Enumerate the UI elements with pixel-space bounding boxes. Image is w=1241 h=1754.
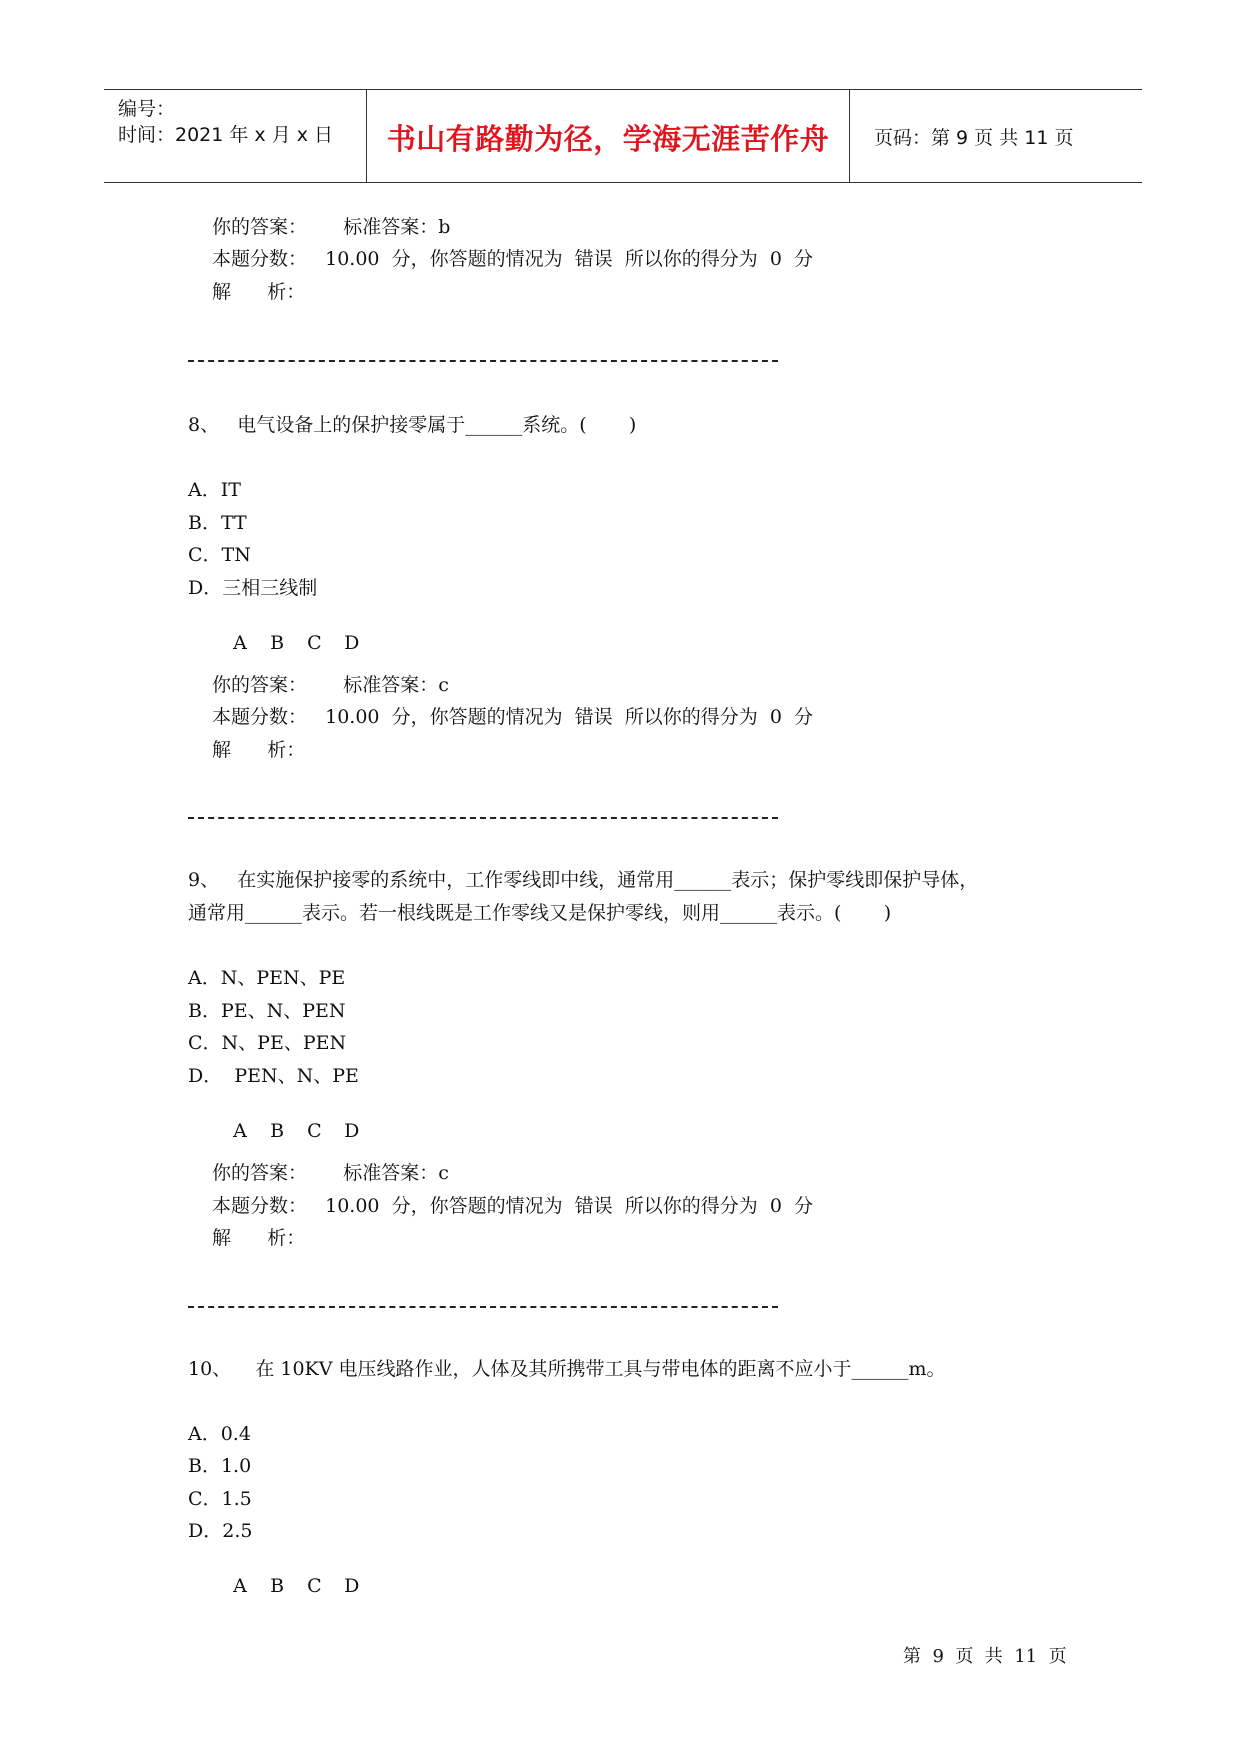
header-page-cell	[850, 90, 1142, 182]
q7-score-line: 本题分数： 10.00 分，你答题的情况为 错误 所以你的得分为 0 分	[212, 248, 813, 270]
q10-choice-d[interactable]: D	[344, 1575, 360, 1597]
q9-option-c: C．N、PE、PEN	[188, 1032, 347, 1054]
q10-option-c: C．1.5	[188, 1488, 252, 1510]
q10-choice-row	[221, 1553, 381, 1597]
q10-option-d: D．2.5	[188, 1520, 253, 1542]
q8-choice-d[interactable]: D	[344, 632, 360, 654]
q8-option-b: B．TT	[188, 512, 247, 534]
q9-choice-c[interactable]: C	[307, 1120, 322, 1142]
q10-choice-c[interactable]: C	[307, 1575, 322, 1597]
question-separator	[188, 817, 778, 819]
header-motto: 书山有路勤为径，学海无涯苦作舟	[386, 122, 830, 156]
q8-analysis-line: 解 析：	[212, 739, 306, 761]
header-motto-cell	[367, 90, 850, 182]
q9-option-b: B．PE、N、PEN	[188, 1000, 346, 1022]
q8-choice-c[interactable]: C	[307, 632, 322, 654]
document-number-label: 编号：	[118, 98, 176, 120]
q8-choice-b[interactable]: B	[270, 632, 285, 654]
q9-stem-line2: 通常用______表示。若一根线既是工作零线又是保护零线，则用______表示。( )	[188, 902, 892, 924]
q9-choice-a[interactable]: A	[233, 1120, 247, 1142]
q10-option-b: B．1.0	[188, 1455, 252, 1477]
q7-analysis-line: 解 析：	[212, 281, 306, 303]
q9-answer-line: 你的答案： 标准答案：c	[212, 1162, 449, 1184]
question-separator	[188, 360, 778, 362]
q9-analysis-line: 解 析：	[212, 1227, 306, 1249]
question-separator	[188, 1306, 778, 1308]
q8-option-d: D．三相三线制	[188, 577, 318, 599]
q9-option-a: A．N、PEN、PE	[188, 967, 346, 989]
q9-choice-d[interactable]: D	[344, 1120, 360, 1142]
page-header	[104, 89, 1142, 183]
q9-choice-row	[221, 1098, 381, 1142]
q8-option-a: A．IT	[188, 479, 241, 501]
q9-score-line: 本题分数： 10.00 分，你答题的情况为 错误 所以你的得分为 0 分	[212, 1195, 813, 1217]
q9-choice-b[interactable]: B	[270, 1120, 285, 1142]
q10-option-a: A．0.4	[188, 1423, 251, 1445]
q8-score-line: 本题分数： 10.00 分，你答题的情况为 错误 所以你的得分为 0 分	[212, 706, 813, 728]
q8-choice-a[interactable]: A	[233, 632, 247, 654]
q8-stem: 8、 电气设备上的保护接零属于______系统。( )	[188, 414, 637, 436]
document-time-label: 时间：2021 年 x 月 x 日	[118, 124, 334, 146]
header-page-label: 页码：第 9 页 共 11 页	[874, 127, 1074, 149]
q7-answer-line: 你的答案： 标准答案：b	[212, 216, 451, 238]
header-info-cell	[104, 90, 367, 182]
q10-choice-a[interactable]: A	[233, 1575, 247, 1597]
q9-option-d: D． PEN、N、PE	[188, 1065, 359, 1087]
q8-choice-row	[221, 610, 381, 654]
q9-stem-line1: 9、 在实施保护接零的系统中，工作零线即中线，通常用______表示；保护零线即保护导体，	[188, 869, 979, 891]
q8-answer-line: 你的答案： 标准答案：c	[212, 674, 449, 696]
q10-stem: 10、 在 10KV 电压线路作业，人体及其所携带工具与带电体的距离不应小于______m。	[188, 1358, 946, 1380]
q8-option-c: C．TN	[188, 544, 251, 566]
q10-choice-b[interactable]: B	[270, 1575, 285, 1597]
page-footer: 第 9 页 共 11 页	[903, 1646, 1067, 1667]
